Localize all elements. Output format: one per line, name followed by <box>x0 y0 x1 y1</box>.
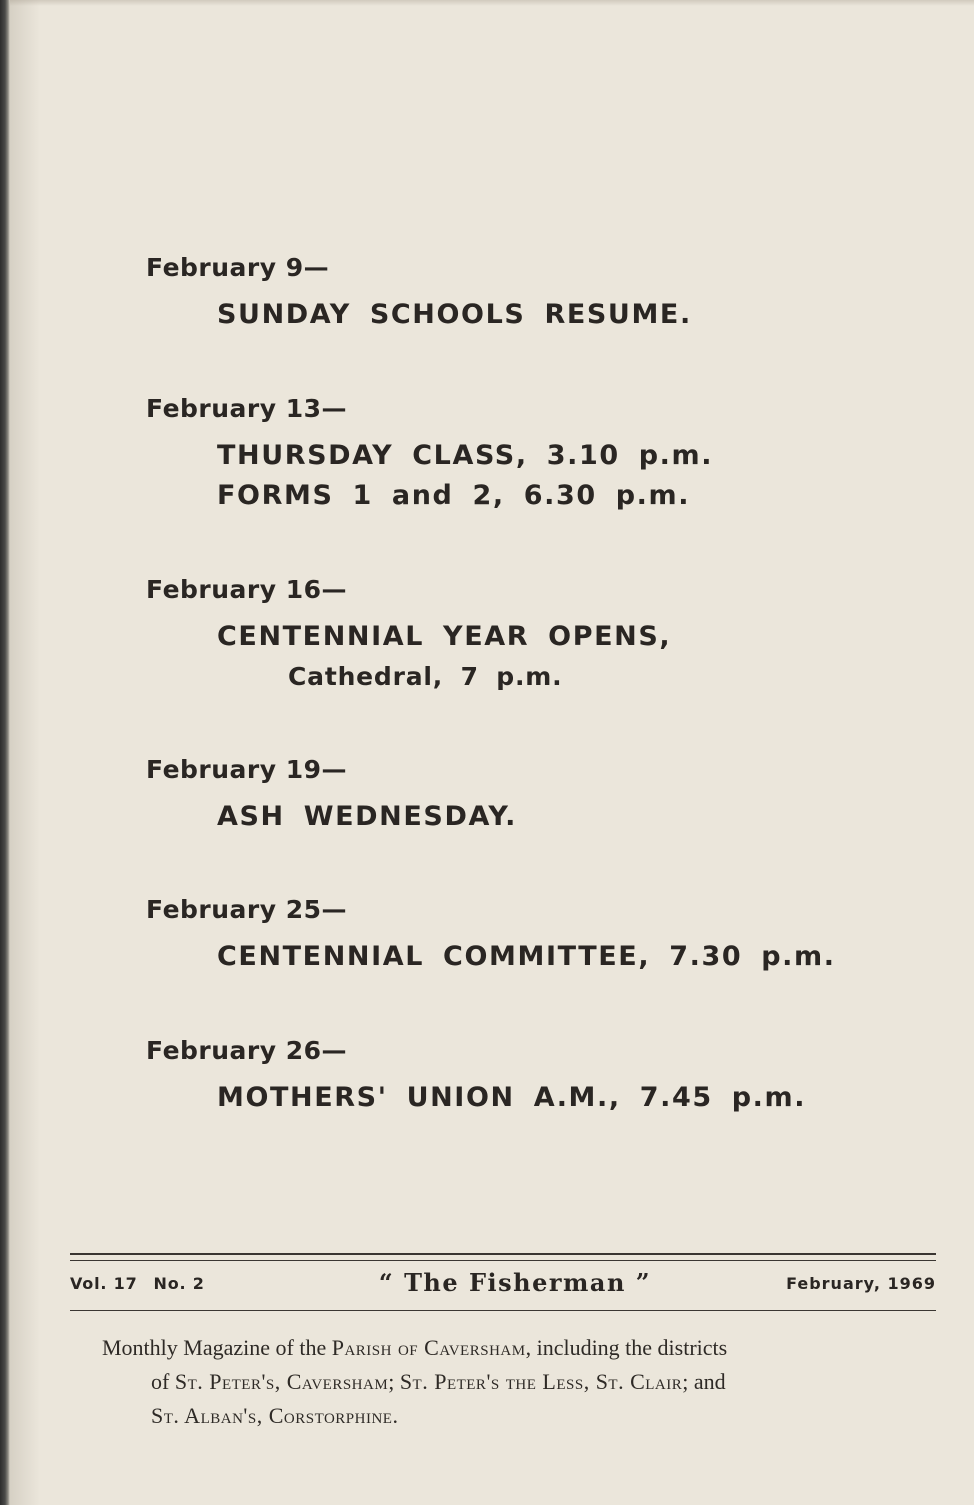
footer-rule-top-thin <box>70 1260 936 1261</box>
masthead-description <box>102 1331 910 1433</box>
volume-number <box>70 1274 205 1293</box>
district-name: St. Alban's, Corstorphine <box>151 1403 393 1428</box>
footer-rule-bottom <box>70 1310 936 1311</box>
event-description: FORMS 1 and 2, 6.30 p.m. <box>217 480 691 511</box>
event-description: SUNDAY SCHOOLS RESUME. <box>217 299 692 330</box>
issue-number: No. 2 <box>153 1274 205 1293</box>
masthead-text: , including the districts <box>525 1335 728 1360</box>
event-feb-9 <box>146 253 926 330</box>
event-feb-13 <box>146 394 926 511</box>
masthead-line <box>102 1365 910 1399</box>
event-date: February 25— <box>146 895 348 924</box>
event-location: Cathedral, 7 p.m. <box>288 662 563 691</box>
event-feb-16 <box>146 575 926 691</box>
footer-rule-top-thick <box>70 1253 936 1255</box>
masthead-line <box>102 1331 910 1365</box>
event-date: February 16— <box>146 575 348 604</box>
masthead-text: . <box>392 1403 398 1428</box>
event-date: February 19— <box>146 755 348 784</box>
masthead-text: Monthly Magazine of the <box>102 1335 332 1360</box>
book-spine <box>0 0 10 1505</box>
parish-name: Parish of Caversham <box>331 1335 526 1360</box>
event-date: February 26— <box>146 1036 348 1065</box>
event-description: CENTENNIAL YEAR OPENS, <box>217 621 672 652</box>
district-name: St. Peter's the Less, St. Clair <box>399 1369 683 1394</box>
district-name: St. Peter's, Caversham <box>174 1369 389 1394</box>
event-date: February 13— <box>146 394 348 423</box>
event-description: MOTHERS' UNION A.M., 7.45 p.m. <box>217 1082 807 1113</box>
masthead-text: ; and <box>682 1369 726 1394</box>
event-feb-26 <box>146 1036 926 1113</box>
masthead-text: of <box>151 1369 175 1394</box>
masthead-line <box>102 1399 910 1433</box>
page-top-edge <box>10 0 974 6</box>
event-feb-19 <box>146 755 926 832</box>
magazine-title: “ The Fisherman ” <box>378 1268 652 1297</box>
volume: Vol. 17 <box>70 1274 138 1293</box>
event-description: THURSDAY CLASS, 3.10 p.m. <box>217 440 714 471</box>
event-feb-25 <box>146 895 926 972</box>
masthead-text: ; <box>388 1369 400 1394</box>
page-gutter-shadow <box>10 0 40 1505</box>
event-description: CENTENNIAL COMMITTEE, 7.30 p.m. <box>217 941 836 972</box>
event-description: ASH WEDNESDAY. <box>217 801 517 832</box>
issue-date: February, 1969 <box>786 1274 936 1293</box>
footer-bar <box>70 1270 936 1304</box>
event-date: February 9— <box>146 253 330 282</box>
